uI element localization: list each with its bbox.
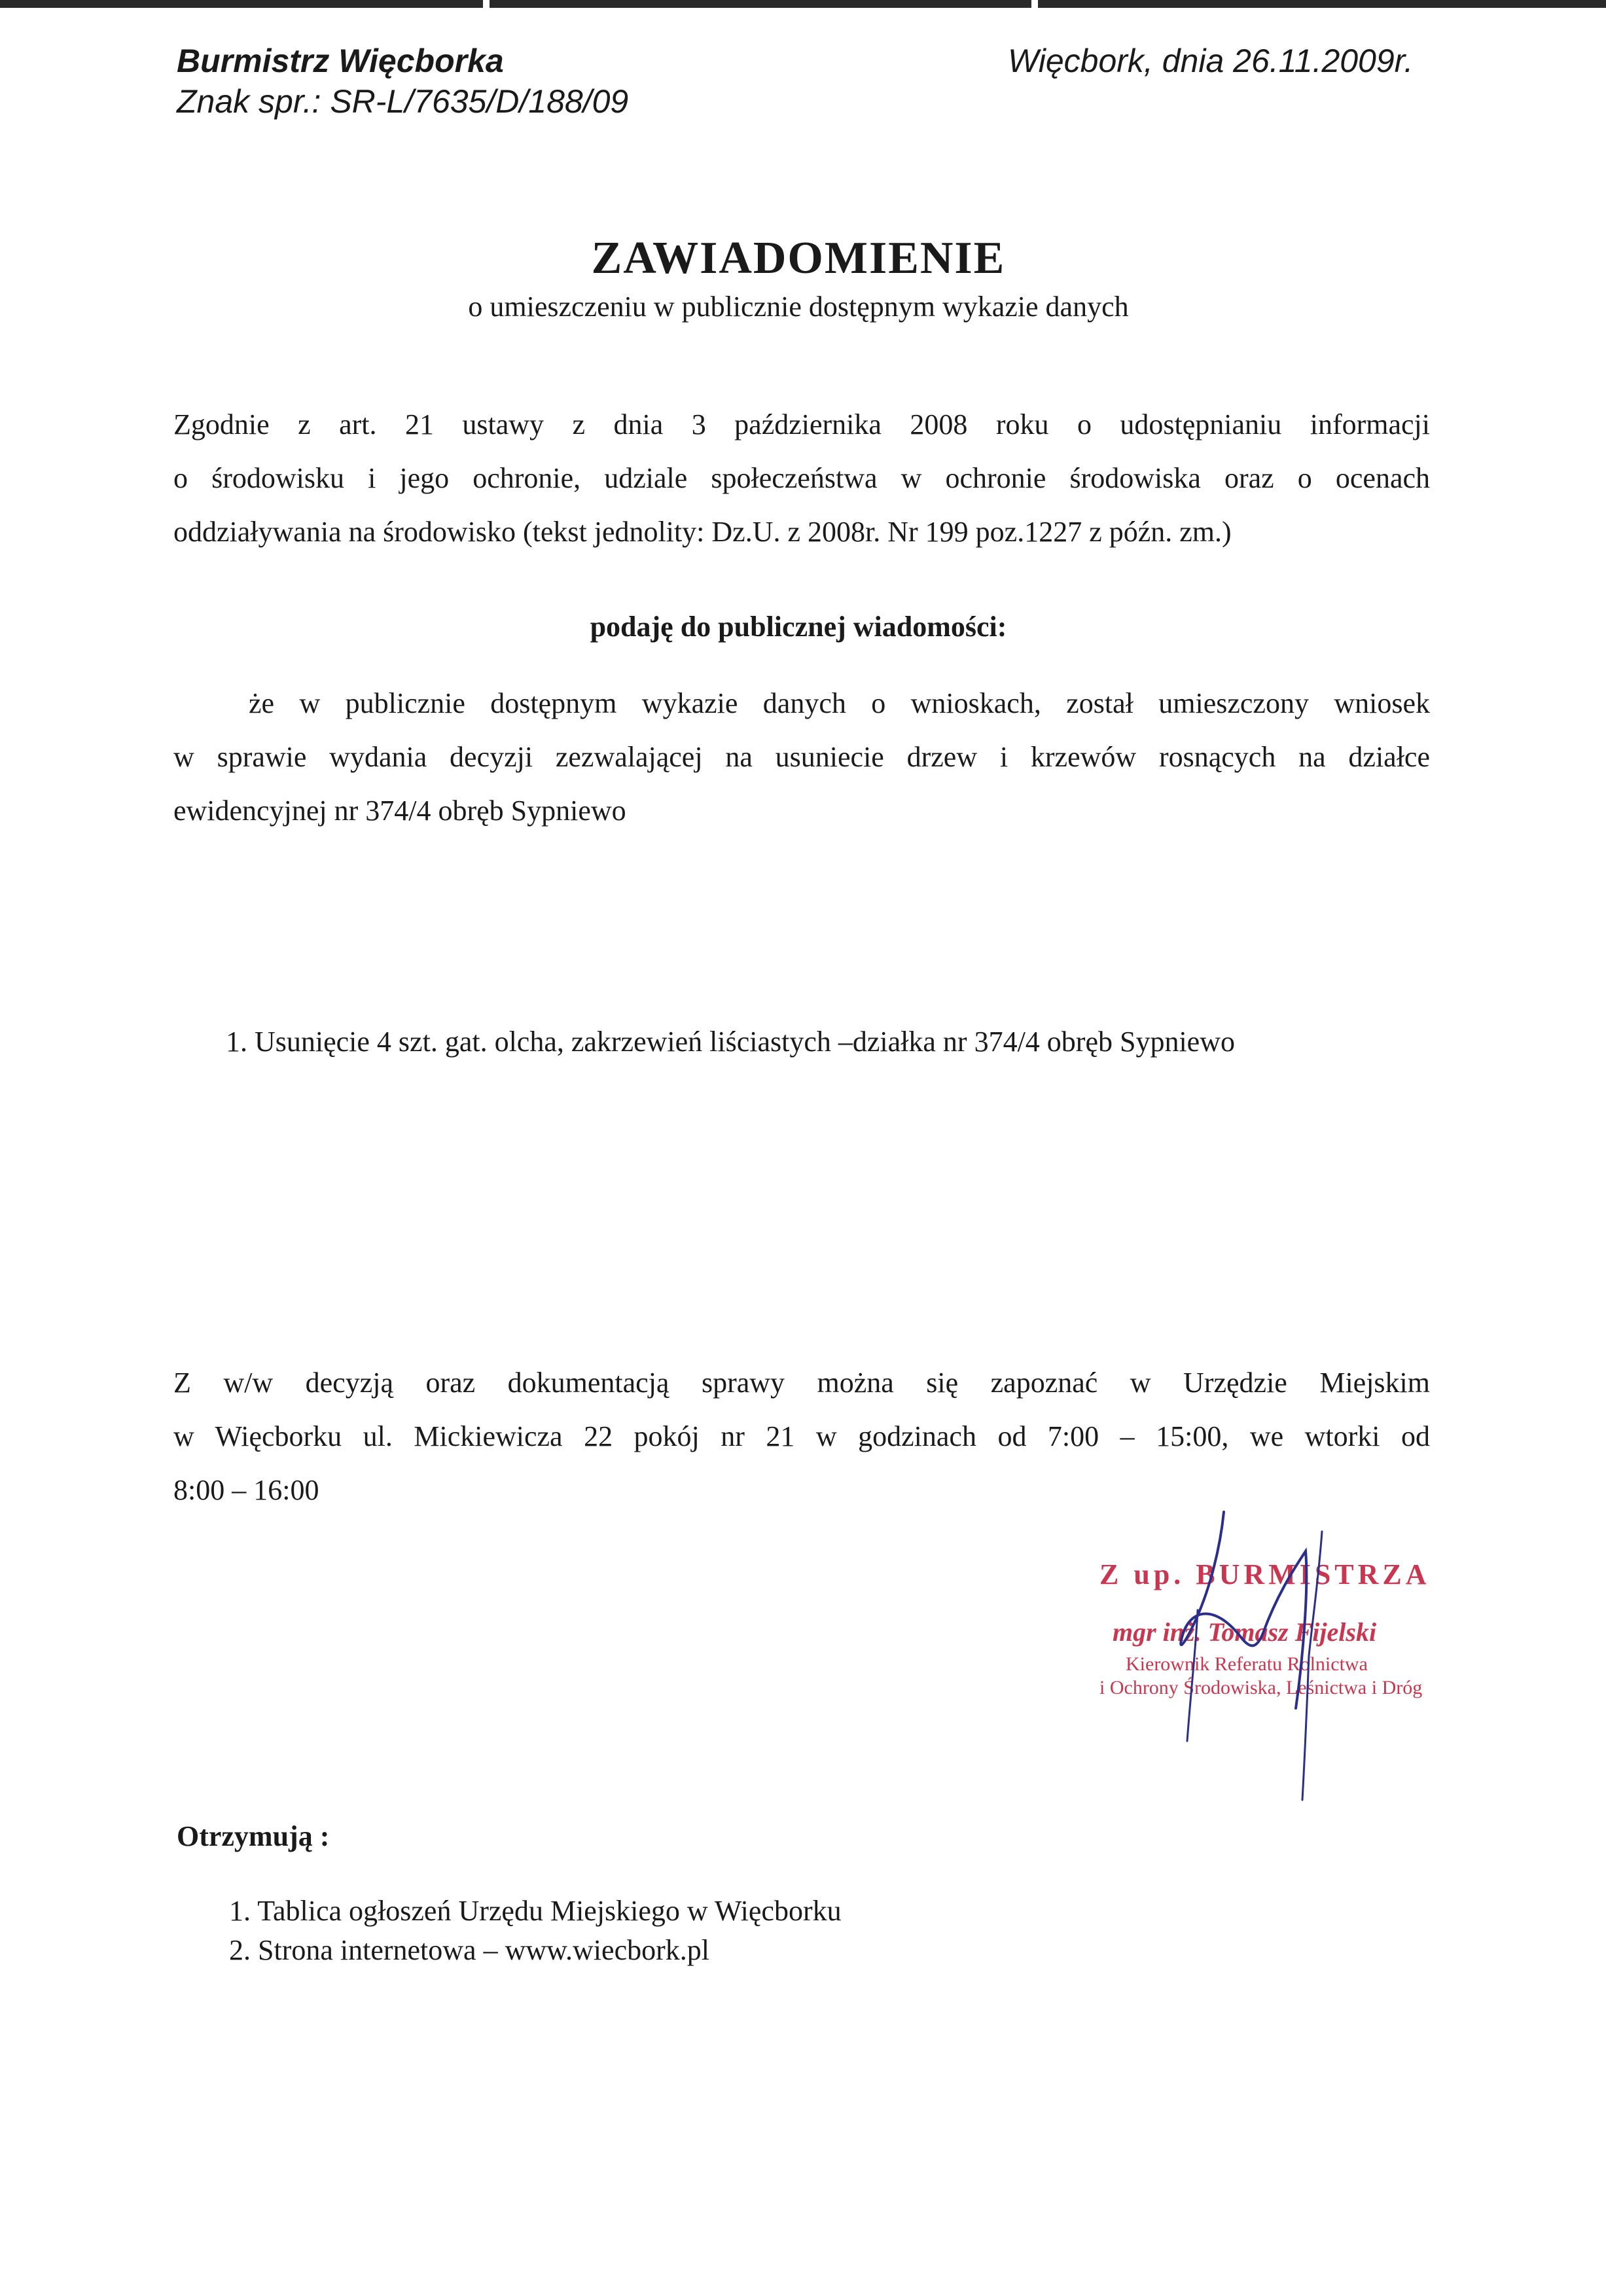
body-line: ewidencyjnej nr 374/4 obręb Sypniewo — [173, 795, 626, 827]
stamp-line: mgr inż. Tomasz Fijelski — [1113, 1617, 1377, 1647]
stamp-line: Z up. BURMISTRZA — [1099, 1558, 1431, 1590]
intro-line: oddziaływania na środowisko (tekst jednolity: Dz.U. z 2008r. Nr 199 poz.1227 z późn. zm.) — [173, 516, 1232, 548]
stamp-line: i Ochrony Środowiska, Leśnictwa i Dróg — [1099, 1677, 1423, 1698]
body-line: w sprawie wydania decyzji zezwalającej na usuniecie drzew i krzewów rosnących na działce — [173, 741, 1430, 773]
recipients-heading: Otrzymują : — [177, 1820, 330, 1852]
intro-line: Zgodnie z art. 21 ustawy z dnia 3 października 2008 roku o udostępnianiu informacji — [173, 408, 1430, 440]
info-line: Z w/w decyzją oraz dokumentacją sprawy można się zapoznać w Urzędzie Miejskim — [173, 1367, 1430, 1399]
scan-border — [0, 0, 1606, 8]
recipient-item: 1. Tablica ogłoszeń Urzędu Miejskiego w Więcborku — [229, 1895, 842, 1927]
reference-number: Znak spr.: SR-L/7635/D/188/09 — [177, 83, 629, 120]
sender-block — [177, 41, 628, 122]
document-subtitle: o umieszczeniu w publicznie dostępnym wykazie danych — [468, 291, 1129, 323]
scan-gap — [483, 0, 490, 8]
intro-paragraph — [173, 398, 1430, 559]
intro-line: o środowisku i jego ochronie, udziale społeczeństwa w ochronie środowiska oraz o ocenach — [173, 462, 1430, 494]
handwritten-signature — [1099, 1492, 1492, 1806]
document-title: ZAWIADOMIENIE — [591, 233, 1006, 283]
info-line: 8:00 – 16:00 — [173, 1474, 319, 1506]
sender-name: Burmistrz Więcborka — [177, 43, 504, 79]
recipient-item: 2. Strona internetowa – www.wiecbork.pl — [229, 1934, 709, 1966]
announcement: podaję do publicznej wiadomości: — [590, 611, 1007, 643]
stamp-line: Kierownik Referatu Rolnictwa — [1126, 1653, 1368, 1675]
recipients-list — [229, 1892, 842, 1970]
body-paragraph — [173, 677, 1430, 838]
list-item: 1. Usunięcie 4 szt. gat. olcha, zakrzewień liściastych –działka nr 374/4 obręb Sypniewo — [226, 1026, 1235, 1058]
body-line: że w publicznie dostępnym wykazie danych o wnioskach, został umieszczony wniosek — [249, 687, 1430, 719]
place-date: Więcbork, dnia 26.11.2009r. — [1008, 43, 1414, 79]
scan-gap — [1031, 0, 1038, 8]
info-line: w Więcborku ul. Mickiewicza 22 pokój nr 21 w godzinach od 7:00 – 15:00, we wtorki od — [173, 1420, 1430, 1452]
